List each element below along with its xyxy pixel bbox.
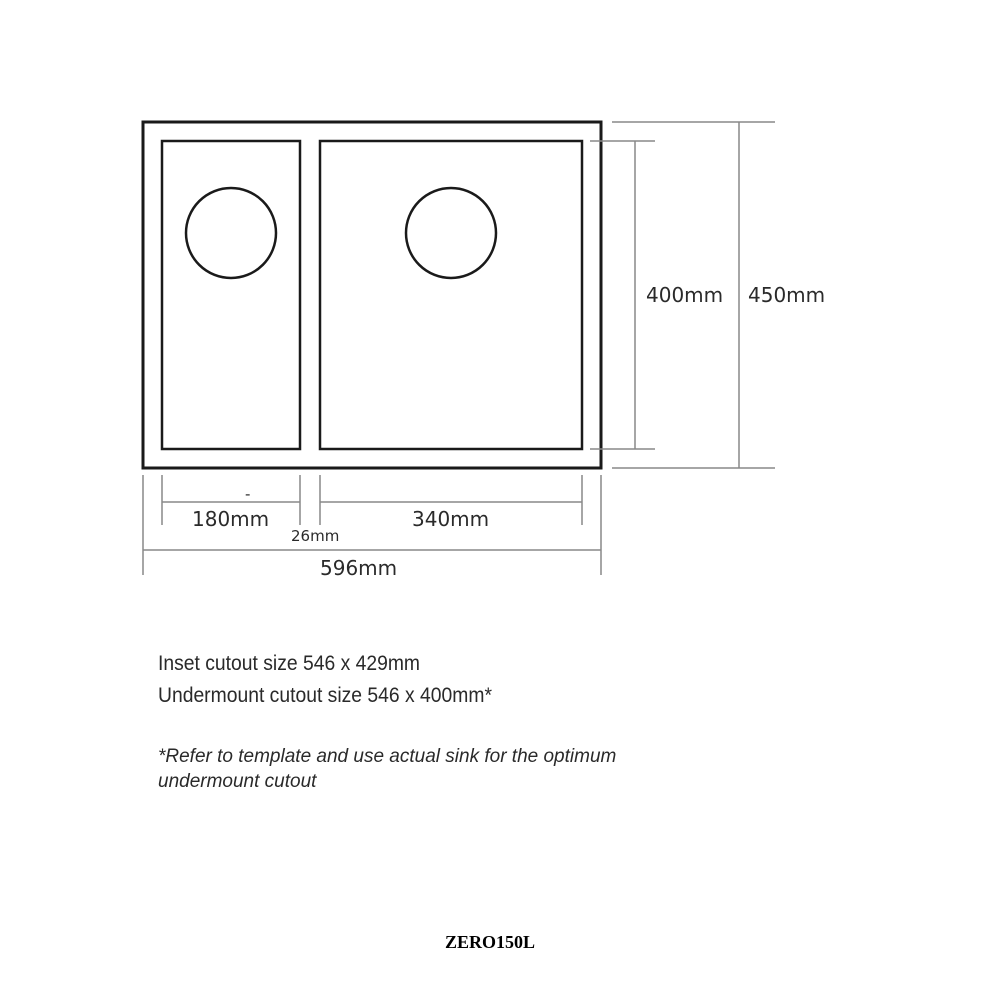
footnote-line-2: undermount cutout [158,771,317,792]
inset-cutout-text: Inset cutout size 546 x 429mm [158,652,421,675]
footnote-line-1: *Refer to template and use actual sink for the optimum [158,746,617,767]
small-bowl-drain [186,188,276,278]
large-bowl-width-label: 340mm [412,507,490,531]
overall-width-label: 596mm [320,556,398,580]
sink-outline [143,122,601,468]
gap-width-label: 26mm [291,527,340,545]
footnote [158,744,718,794]
undermount-cutout-text: Undermount cutout size 546 x 400mm* [158,684,492,707]
overall-height-label: 450mm [748,283,826,307]
small-bowl-width-label: 180mm [192,507,270,531]
large-bowl-drain [406,188,496,278]
tick-mark: - [245,485,251,503]
model-number: ZERO150L [444,932,536,952]
bowl-height-label: 400mm [646,283,724,307]
